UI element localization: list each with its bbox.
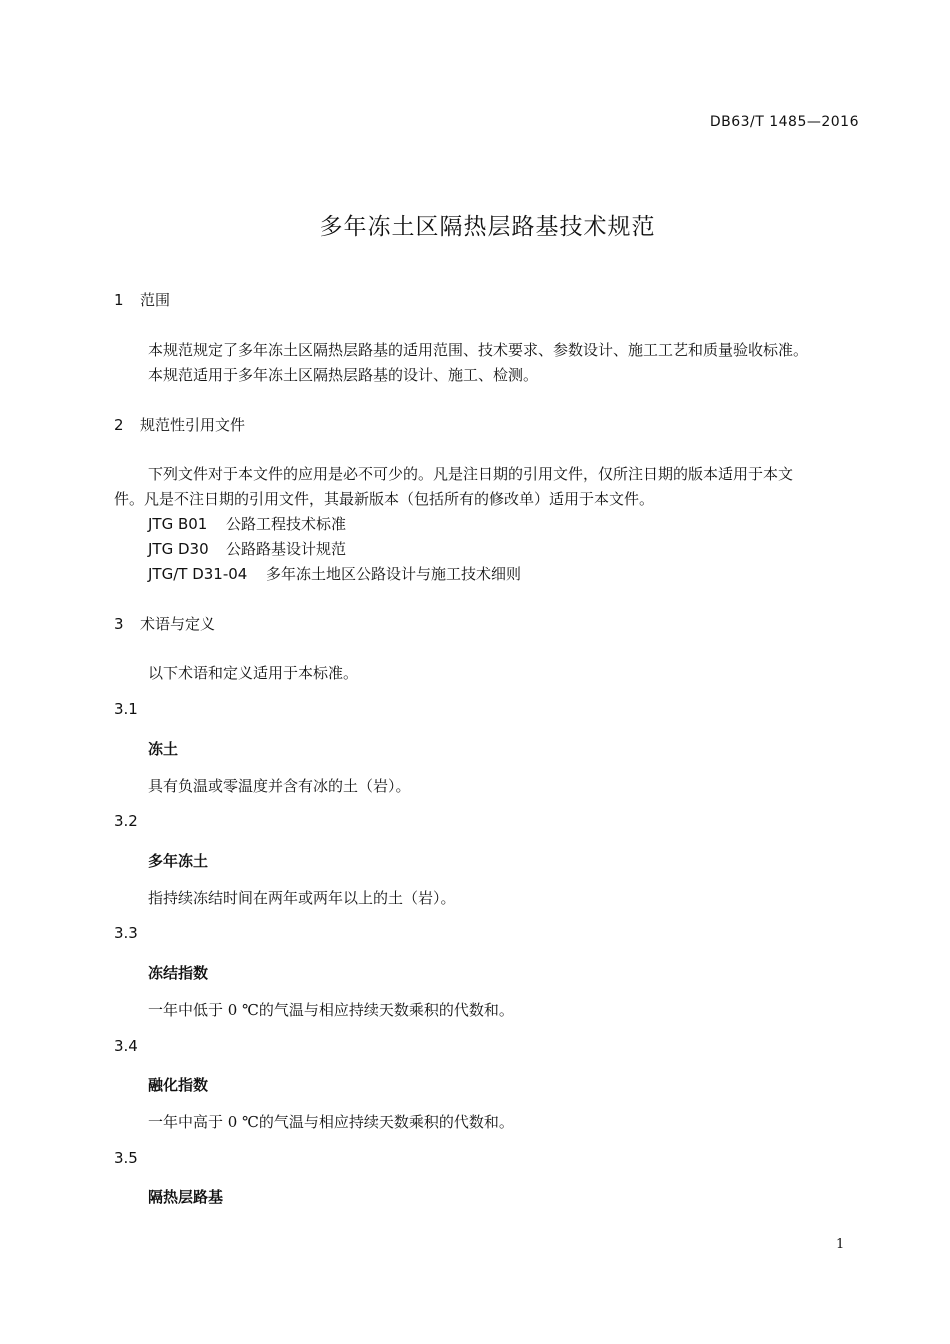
term-title: 融化指数 [148,1076,209,1094]
term-title: 冻土 [148,740,179,758]
reference-name: 多年冻土地区公路设计与施工技术细则 [266,565,522,583]
reference-item [148,513,346,534]
page-number: 1 [836,1237,845,1252]
section-1-title: 范围 [140,291,171,309]
term-title: 多年冻土 [148,852,209,870]
section-3-number: 3 [114,615,124,633]
section-2-paragraph-line-2: 件。凡是不注日期的引用文件，其最新版本（包括所有的修改单）适用于本文件。 [114,490,655,508]
section-1-paragraph-1: 本规范规定了多年冻土区隔热层路基的适用范围、技术要求、参数设计、施工工艺和质量验收标准。 [148,341,809,359]
reference-code: JTG/T D31-04 [148,565,248,583]
standard-code: DB63/T 1485—2016 [709,114,859,130]
reference-item [148,538,346,559]
term-title: 冻结指数 [148,964,209,982]
reference-code: JTG D30 [148,540,209,558]
section-3-title: 术语与定义 [140,615,216,633]
section-3-intro: 以下术语和定义适用于本标准。 [148,664,359,682]
term-title: 隔热层路基 [148,1188,224,1206]
reference-code: JTG B01 [148,515,208,533]
section-1-heading [114,289,170,310]
term-number: 3.2 [114,812,138,830]
section-2-title: 规范性引用文件 [140,416,246,434]
term-definition: 指持续冻结时间在两年或两年以上的土（岩）。 [148,889,456,907]
term-definition: 一年中高于 0 ℃的气温与相应持续天数乘积的代数和。 [148,1113,514,1131]
section-2-heading [114,414,245,435]
reference-item [148,563,521,584]
section-1-number: 1 [114,291,124,309]
section-2-paragraph-line-1: 下列文件对于本文件的应用是必不可少的。凡是注日期的引用文件，仅所注日期的版本适用于本文 [148,465,794,483]
term-definition: 具有负温或零温度并含有冰的土（岩）。 [148,777,411,795]
section-3-heading [114,613,215,634]
term-number: 3.5 [114,1149,138,1167]
section-2-number: 2 [114,416,124,434]
reference-name: 公路路基设计规范 [226,540,347,558]
section-1-paragraph-2: 本规范适用于多年冻土区隔热层路基的设计、施工、检测。 [148,366,539,384]
reference-name: 公路工程技术标准 [226,515,347,533]
term-definition: 一年中低于 0 ℃的气温与相应持续天数乘积的代数和。 [148,1001,514,1019]
term-number: 3.4 [114,1037,138,1055]
term-number: 3.1 [114,700,138,718]
term-number: 3.3 [114,924,138,942]
document-title: 多年冻土区隔热层路基技术规范 [319,214,656,240]
